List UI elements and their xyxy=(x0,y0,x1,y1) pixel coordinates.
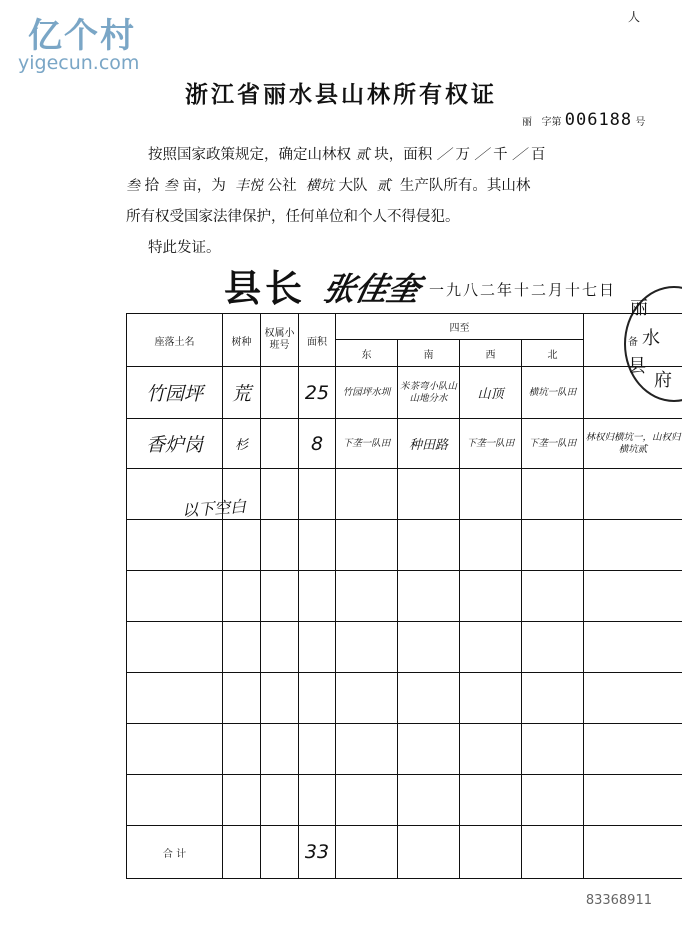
cell-ownership xyxy=(261,367,299,419)
signature-name: 张佳奎 xyxy=(319,270,424,308)
forest-table xyxy=(126,313,682,881)
header-north: 北 xyxy=(522,340,584,367)
certificate-number xyxy=(522,110,645,130)
table-row xyxy=(127,367,682,419)
team-name: 贰 xyxy=(376,178,391,194)
cell-location: 竹园坪 xyxy=(127,367,223,419)
cell-west: 山顶 xyxy=(460,367,522,419)
cell-location: 香炉岗 xyxy=(127,419,223,469)
header-ownership: 权属小班号 xyxy=(261,314,299,367)
seal-char-4: 府 xyxy=(654,370,672,391)
area-qian-label: 千 xyxy=(493,147,508,163)
header-species: 树种 xyxy=(223,314,261,367)
signature-row xyxy=(224,258,654,308)
area-shi-label: 拾 xyxy=(144,178,160,194)
header-boundaries: 四至 xyxy=(336,314,584,340)
header-south: 南 xyxy=(398,340,460,367)
issue-date: 一九八二年十二月十七日 xyxy=(429,281,617,299)
cell-remarks xyxy=(584,367,682,419)
blocks-count: 贰 xyxy=(355,147,370,163)
number-word-label: 字第 xyxy=(541,117,562,128)
county-head-label: 县长 xyxy=(224,266,306,310)
body-line-1 xyxy=(126,140,672,171)
seal-char-3: 县 xyxy=(628,356,646,377)
seal-char-2: 水 xyxy=(642,328,660,349)
cell-south: 米茶弯小队山山地分水 xyxy=(398,367,460,419)
watermark-site: yigecun.com xyxy=(18,52,140,74)
watermark-logo: 亿个村 xyxy=(28,16,136,56)
area-wan: ／ xyxy=(436,147,451,163)
team-label: 生产队所有。其山林 xyxy=(399,178,531,194)
document-title: 浙江省丽水县山林所有权证 xyxy=(185,81,497,108)
area-wan-label: 万 xyxy=(455,147,470,163)
area-bai: ／ xyxy=(512,147,527,163)
total-row xyxy=(127,826,682,879)
commune-label: 公社 xyxy=(267,178,297,194)
cell-east: 竹园坪水圳 xyxy=(336,367,398,419)
header-remarks: 备 xyxy=(584,314,682,367)
commune-name: 丰悦 xyxy=(235,178,264,194)
total-label: 合 计 xyxy=(127,826,223,879)
brigade-label: 大队 xyxy=(338,178,368,194)
area-shi: 叁 xyxy=(126,178,140,194)
body-mid: 块，面积 xyxy=(374,147,433,163)
number-value: 006188 xyxy=(564,110,633,130)
area-mu-label: 亩，为 xyxy=(182,178,226,194)
cell-species: 杉 xyxy=(223,419,261,469)
area-bai-label: 百 xyxy=(530,147,546,163)
cell-east: 下垄一队田 xyxy=(336,419,398,469)
total-value: 33 xyxy=(299,826,336,879)
area-qian: ／ xyxy=(474,147,489,163)
brigade-name: 横坑 xyxy=(305,178,334,194)
footer-id: 83368911 xyxy=(585,893,652,908)
area-mu: 叁 xyxy=(163,178,178,194)
cell-north: 下垄一队田 xyxy=(522,419,584,469)
cell-remarks: 林权归横坑一，山权归横坑贰 xyxy=(584,419,682,469)
header-west: 西 xyxy=(460,340,522,367)
table-row xyxy=(127,419,682,469)
seal-char-1: 丽 xyxy=(630,298,648,319)
body-prefix: 按照国家政策规定，确定山林权 xyxy=(148,147,351,163)
header-east: 东 xyxy=(336,340,398,367)
cell-area: 8 xyxy=(299,419,336,469)
body-line-3: 所有权受国家法律保护，任何单位和个人不得侵犯。 xyxy=(126,209,460,225)
number-suffix: 号 xyxy=(635,117,646,128)
body-line-4: 特此发证。 xyxy=(148,240,221,256)
cell-south: 种田路 xyxy=(398,419,460,469)
cell-species: 荒 xyxy=(223,367,261,419)
cell-area: 25 xyxy=(299,367,336,419)
cell-north: 横坑一队田 xyxy=(522,367,584,419)
header-area: 面积 xyxy=(299,314,336,367)
cell-ownership xyxy=(261,419,299,469)
certificate-body xyxy=(126,140,672,264)
blank-note: 以下空白 xyxy=(181,496,247,521)
corner-mark: 人 xyxy=(627,10,640,24)
body-line-2 xyxy=(126,171,672,202)
header-location: 座落土名 xyxy=(127,314,223,367)
cell-west: 下垄一队田 xyxy=(460,419,522,469)
number-prefix: 丽 xyxy=(522,117,532,128)
